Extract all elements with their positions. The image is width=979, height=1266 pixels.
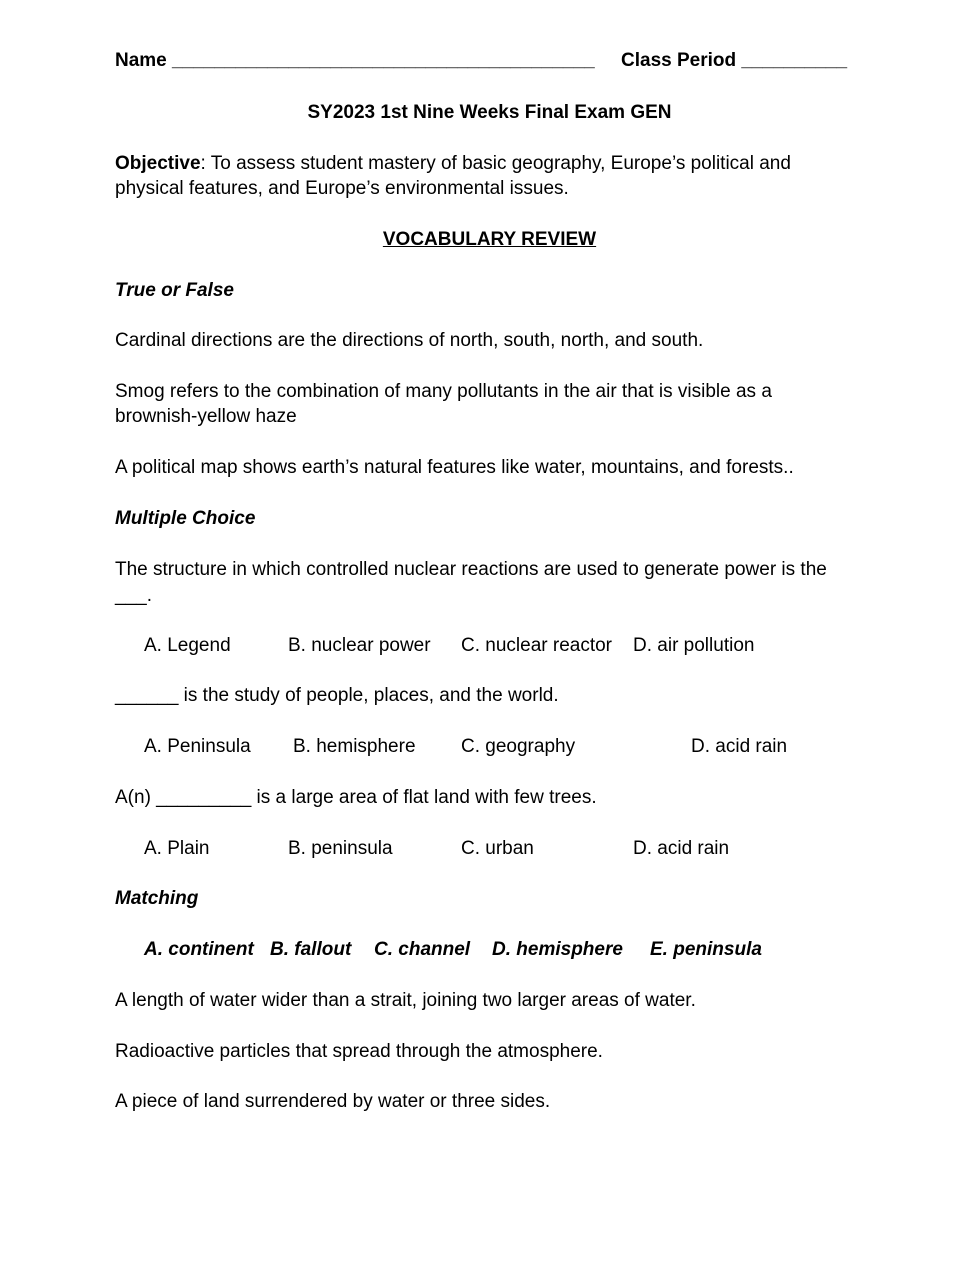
section-heading: [0, 229, 979, 251]
mc3-option-b: B. peninsula: [288, 838, 393, 859]
mc3-option-c: C. urban: [461, 838, 534, 859]
name-line: [115, 50, 595, 72]
mc2-option-a: A. Peninsula: [144, 736, 251, 757]
class-period-label: Class Period: [621, 50, 737, 71]
name-blank: ________________________________________: [172, 50, 595, 71]
tf-question-3: A political map shows earth’s natural features like water, mountains, and forests..: [115, 457, 794, 478]
multiple-choice-heading: Multiple Choice: [115, 508, 256, 529]
objective-line-1: [115, 153, 791, 175]
tf-question-2-line-1: Smog refers to the combination of many pollutants in the air that is visible as a: [115, 381, 772, 402]
exam-title: SY2023 1st Nine Weeks Final Exam GEN: [307, 102, 672, 123]
mc2-option-b: B. hemisphere: [293, 736, 416, 757]
match-option-a: A. continent: [144, 939, 254, 960]
class-period-line: [621, 50, 847, 72]
mc3-option-a: A. Plain: [144, 838, 210, 859]
match-item-3: A piece of land surrendered by water or three sides.: [115, 1091, 551, 1112]
mc1-option-c: C. nuclear reactor: [461, 635, 613, 656]
mc2-option-c: C. geography: [461, 736, 576, 757]
mc-question-3: A(n) _________ is a large area of flat land with few trees.: [115, 787, 597, 808]
match-option-c: C. channel: [374, 939, 471, 960]
mc2-option-d: D. acid rain: [691, 736, 788, 757]
mc-question-1-line-1: The structure in which controlled nuclear reactions are used to generate power is the: [115, 559, 827, 580]
mc-question-1-line-2: ___.: [115, 585, 152, 606]
true-false-heading: True or False: [115, 280, 234, 301]
match-option-e: E. peninsula: [650, 939, 762, 960]
mc-question-2: ______ is the study of people, places, and the world.: [115, 685, 559, 706]
mc1-option-a: A. Legend: [144, 635, 231, 656]
class-period-blank: __________: [741, 50, 848, 71]
objective-text-1: : To assess student mastery of basic geography, Europe’s political and: [200, 153, 791, 174]
tf-question-1: Cardinal directions are the directions of north, south, north, and south.: [115, 330, 704, 351]
mc3-option-d: D. acid rain: [633, 838, 730, 859]
match-option-b: B. fallout: [270, 939, 352, 960]
section-heading-text: VOCABULARY REVIEW: [382, 229, 597, 250]
match-item-2: Radioactive particles that spread through the atmosphere.: [115, 1041, 603, 1062]
match-option-d: D. hemisphere: [492, 939, 623, 960]
name-label: Name: [115, 50, 167, 71]
mc1-option-d: D. air pollution: [633, 635, 755, 656]
objective-line-2: physical features, and Europe’s environmental issues.: [115, 178, 569, 199]
mc1-option-b: B. nuclear power: [288, 635, 431, 656]
matching-heading: Matching: [115, 888, 199, 909]
match-item-1: A length of water wider than a strait, joining two larger areas of water.: [115, 990, 696, 1011]
tf-question-2-line-2: brownish-yellow haze: [115, 406, 297, 427]
objective-label: Objective: [115, 153, 201, 174]
